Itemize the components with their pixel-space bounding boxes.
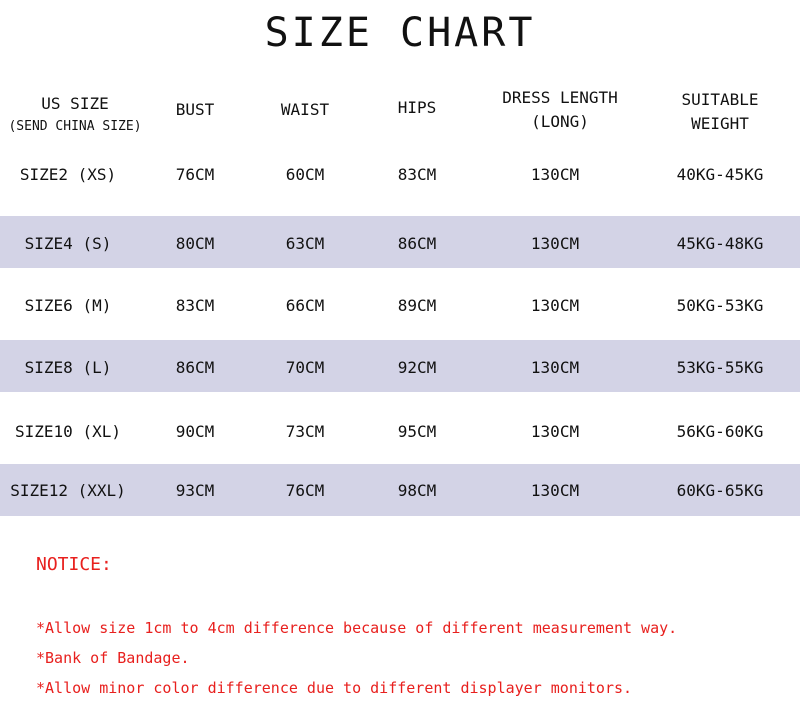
cell-size: SIZE8 (L) — [24, 358, 112, 377]
cell-waist: 70CM — [285, 358, 325, 377]
cell-size: SIZE10 (XL) — [15, 422, 121, 441]
cell-weight: 60KG-65KG — [676, 481, 764, 500]
cell-weight: 53KG-55KG — [676, 358, 764, 377]
cell-length: 130CM — [530, 165, 580, 184]
cell-weight: 45KG-48KG — [676, 234, 764, 253]
cell-weight: 56KG-60KG — [676, 422, 764, 441]
page-title: SIZE CHART — [264, 10, 536, 56]
header-dress-length-label: DRESS LENGTH — [502, 88, 618, 107]
cell-bust: 93CM — [175, 481, 215, 500]
header-bust: BUST — [175, 100, 215, 119]
header-dress-length-sub: (LONG) — [531, 112, 589, 131]
cell-size: SIZE12 (XXL) — [10, 481, 126, 500]
cell-hips: 83CM — [397, 165, 437, 184]
notice-title: NOTICE: — [36, 554, 112, 575]
header-weight-label: WEIGHT — [691, 114, 749, 133]
cell-length: 130CM — [530, 422, 580, 441]
cell-waist: 60CM — [285, 165, 325, 184]
cell-hips: 95CM — [397, 422, 437, 441]
cell-length: 130CM — [530, 358, 580, 377]
header-us-size-label: US SIZE — [41, 94, 109, 113]
cell-length: 130CM — [530, 296, 580, 315]
header-us-size — [8, 92, 141, 138]
cell-waist: 66CM — [285, 296, 325, 315]
cell-bust: 90CM — [175, 422, 215, 441]
cell-waist: 63CM — [285, 234, 325, 253]
notice-line: *Allow size 1cm to 4cm difference because of different measurement way. — [36, 619, 678, 637]
cell-hips: 89CM — [397, 296, 437, 315]
cell-hips: 98CM — [397, 481, 437, 500]
cell-size: SIZE6 (M) — [24, 296, 112, 315]
header-suitable-label: SUITABLE — [681, 90, 759, 109]
cell-waist: 73CM — [285, 422, 325, 441]
notice-line: *Allow minor color difference due to different displayer monitors. — [36, 679, 633, 697]
notice-line: *Bank of Bandage. — [36, 649, 190, 667]
cell-length: 130CM — [530, 234, 580, 253]
header-suitable-weight — [681, 88, 758, 136]
cell-weight: 50KG-53KG — [676, 296, 764, 315]
cell-length: 130CM — [530, 481, 580, 500]
cell-bust: 80CM — [175, 234, 215, 253]
cell-bust: 76CM — [175, 165, 215, 184]
cell-size: SIZE4 (S) — [24, 234, 112, 253]
cell-waist: 76CM — [285, 481, 325, 500]
cell-weight: 40KG-45KG — [676, 165, 764, 184]
cell-bust: 86CM — [175, 358, 215, 377]
cell-hips: 86CM — [397, 234, 437, 253]
header-us-size-sub: (SEND CHINA SIZE) — [8, 119, 142, 134]
cell-hips: 92CM — [397, 358, 437, 377]
header-hips: HIPS — [397, 98, 437, 117]
cell-size: SIZE2 (XS) — [19, 165, 117, 184]
header-dress-length — [502, 86, 618, 134]
header-waist: WAIST — [280, 100, 330, 119]
cell-bust: 83CM — [175, 296, 215, 315]
